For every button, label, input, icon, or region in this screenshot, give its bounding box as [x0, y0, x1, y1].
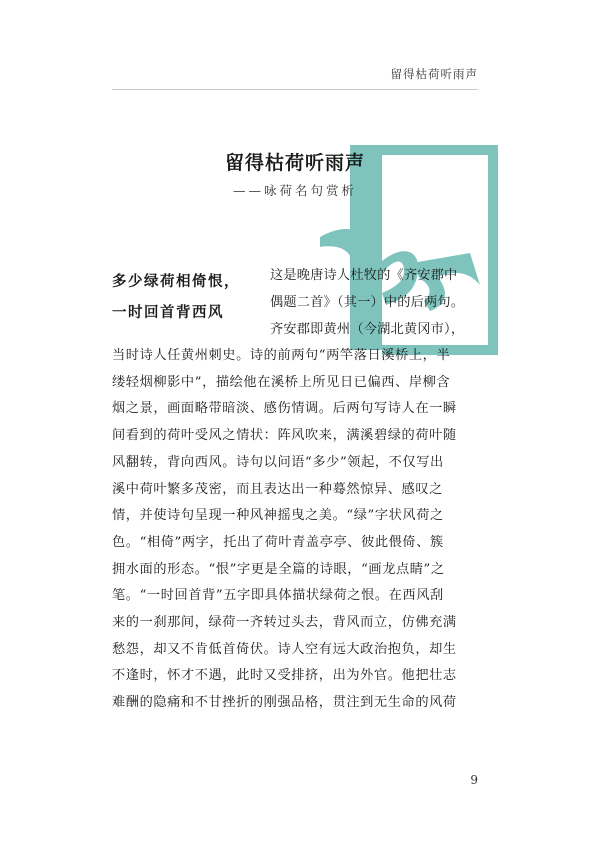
intro-paragraph [270, 263, 480, 343]
verse-line: 多少绿荷相倚恨， [112, 273, 240, 290]
text-line: 难酬的隐痛和不甘挫折的刚强品格，贯注到无生命的风荷 [112, 695, 457, 711]
text-line: 色。“相倚”两字，托出了荷叶青盖亭亭、彼此偎倚、簇 [112, 534, 444, 550]
text-line: 情，并使诗句呈现一种风神摇曳之美。“绿”字状风荷之 [112, 508, 444, 524]
verse-line: 一时回首背西风 [112, 304, 224, 321]
header-rule [112, 89, 478, 90]
text-line: 溪中荷叶繁多茂密，而且表达出一种蓦然惊异、感叹之 [112, 481, 443, 497]
body-paragraph [112, 343, 482, 717]
quoted-verse [112, 266, 262, 328]
page-number: 9 [470, 773, 478, 787]
text-line: 齐安郡即黄州（今湖北黄冈市）， [270, 321, 465, 337]
text-line: 风翻转，背向西风。诗句以问语“多少”领起，不仅写出 [112, 454, 444, 470]
text-line: 偶题二首》（其一）中的后两句。 [270, 294, 465, 310]
text-line: 这是晚唐诗人杜牧的《齐安郡中 [270, 268, 458, 283]
text-line: 间看到的荷叶受风之情状：阵风吹来，满溪碧绿的荷叶随 [112, 428, 457, 444]
text-line: 不逢时，怀才不遇，此时又受排挤，出为外官。他把壮志 [112, 668, 457, 684]
text-line: 拥水面的形态。“恨”字更是全篇的诗眼，“画龙点睛”之 [112, 561, 445, 577]
text-line: 烟之景，画面略带暗淡、感伤情调。后两句写诗人在一瞬 [112, 401, 457, 417]
text-line: 缕轻烟柳影中”，描绘他在溪桥上所见日已偏西、岸柳含 [112, 374, 451, 390]
running-header: 留得枯荷听雨声 [390, 67, 478, 81]
text-line: 愁怨，却又不肯低首倚伏。诗人空有远大政治抱负，却生 [112, 641, 457, 657]
text-line: 当时诗人任黄州刺史。诗的前两句“两竿落日溪桥上，半 [112, 348, 451, 363]
article-title: 留得枯荷听雨声 [224, 152, 365, 174]
text-line: 来的一刹那间，绿荷一齐转过头去，背风而立，仿佛充满 [112, 615, 457, 631]
article-subtitle: ——咏荷名句赏析 [232, 183, 357, 198]
text-line: 笔。“一时回首背”五字即具体描状绿荷之恨。在西风刮 [112, 588, 444, 604]
